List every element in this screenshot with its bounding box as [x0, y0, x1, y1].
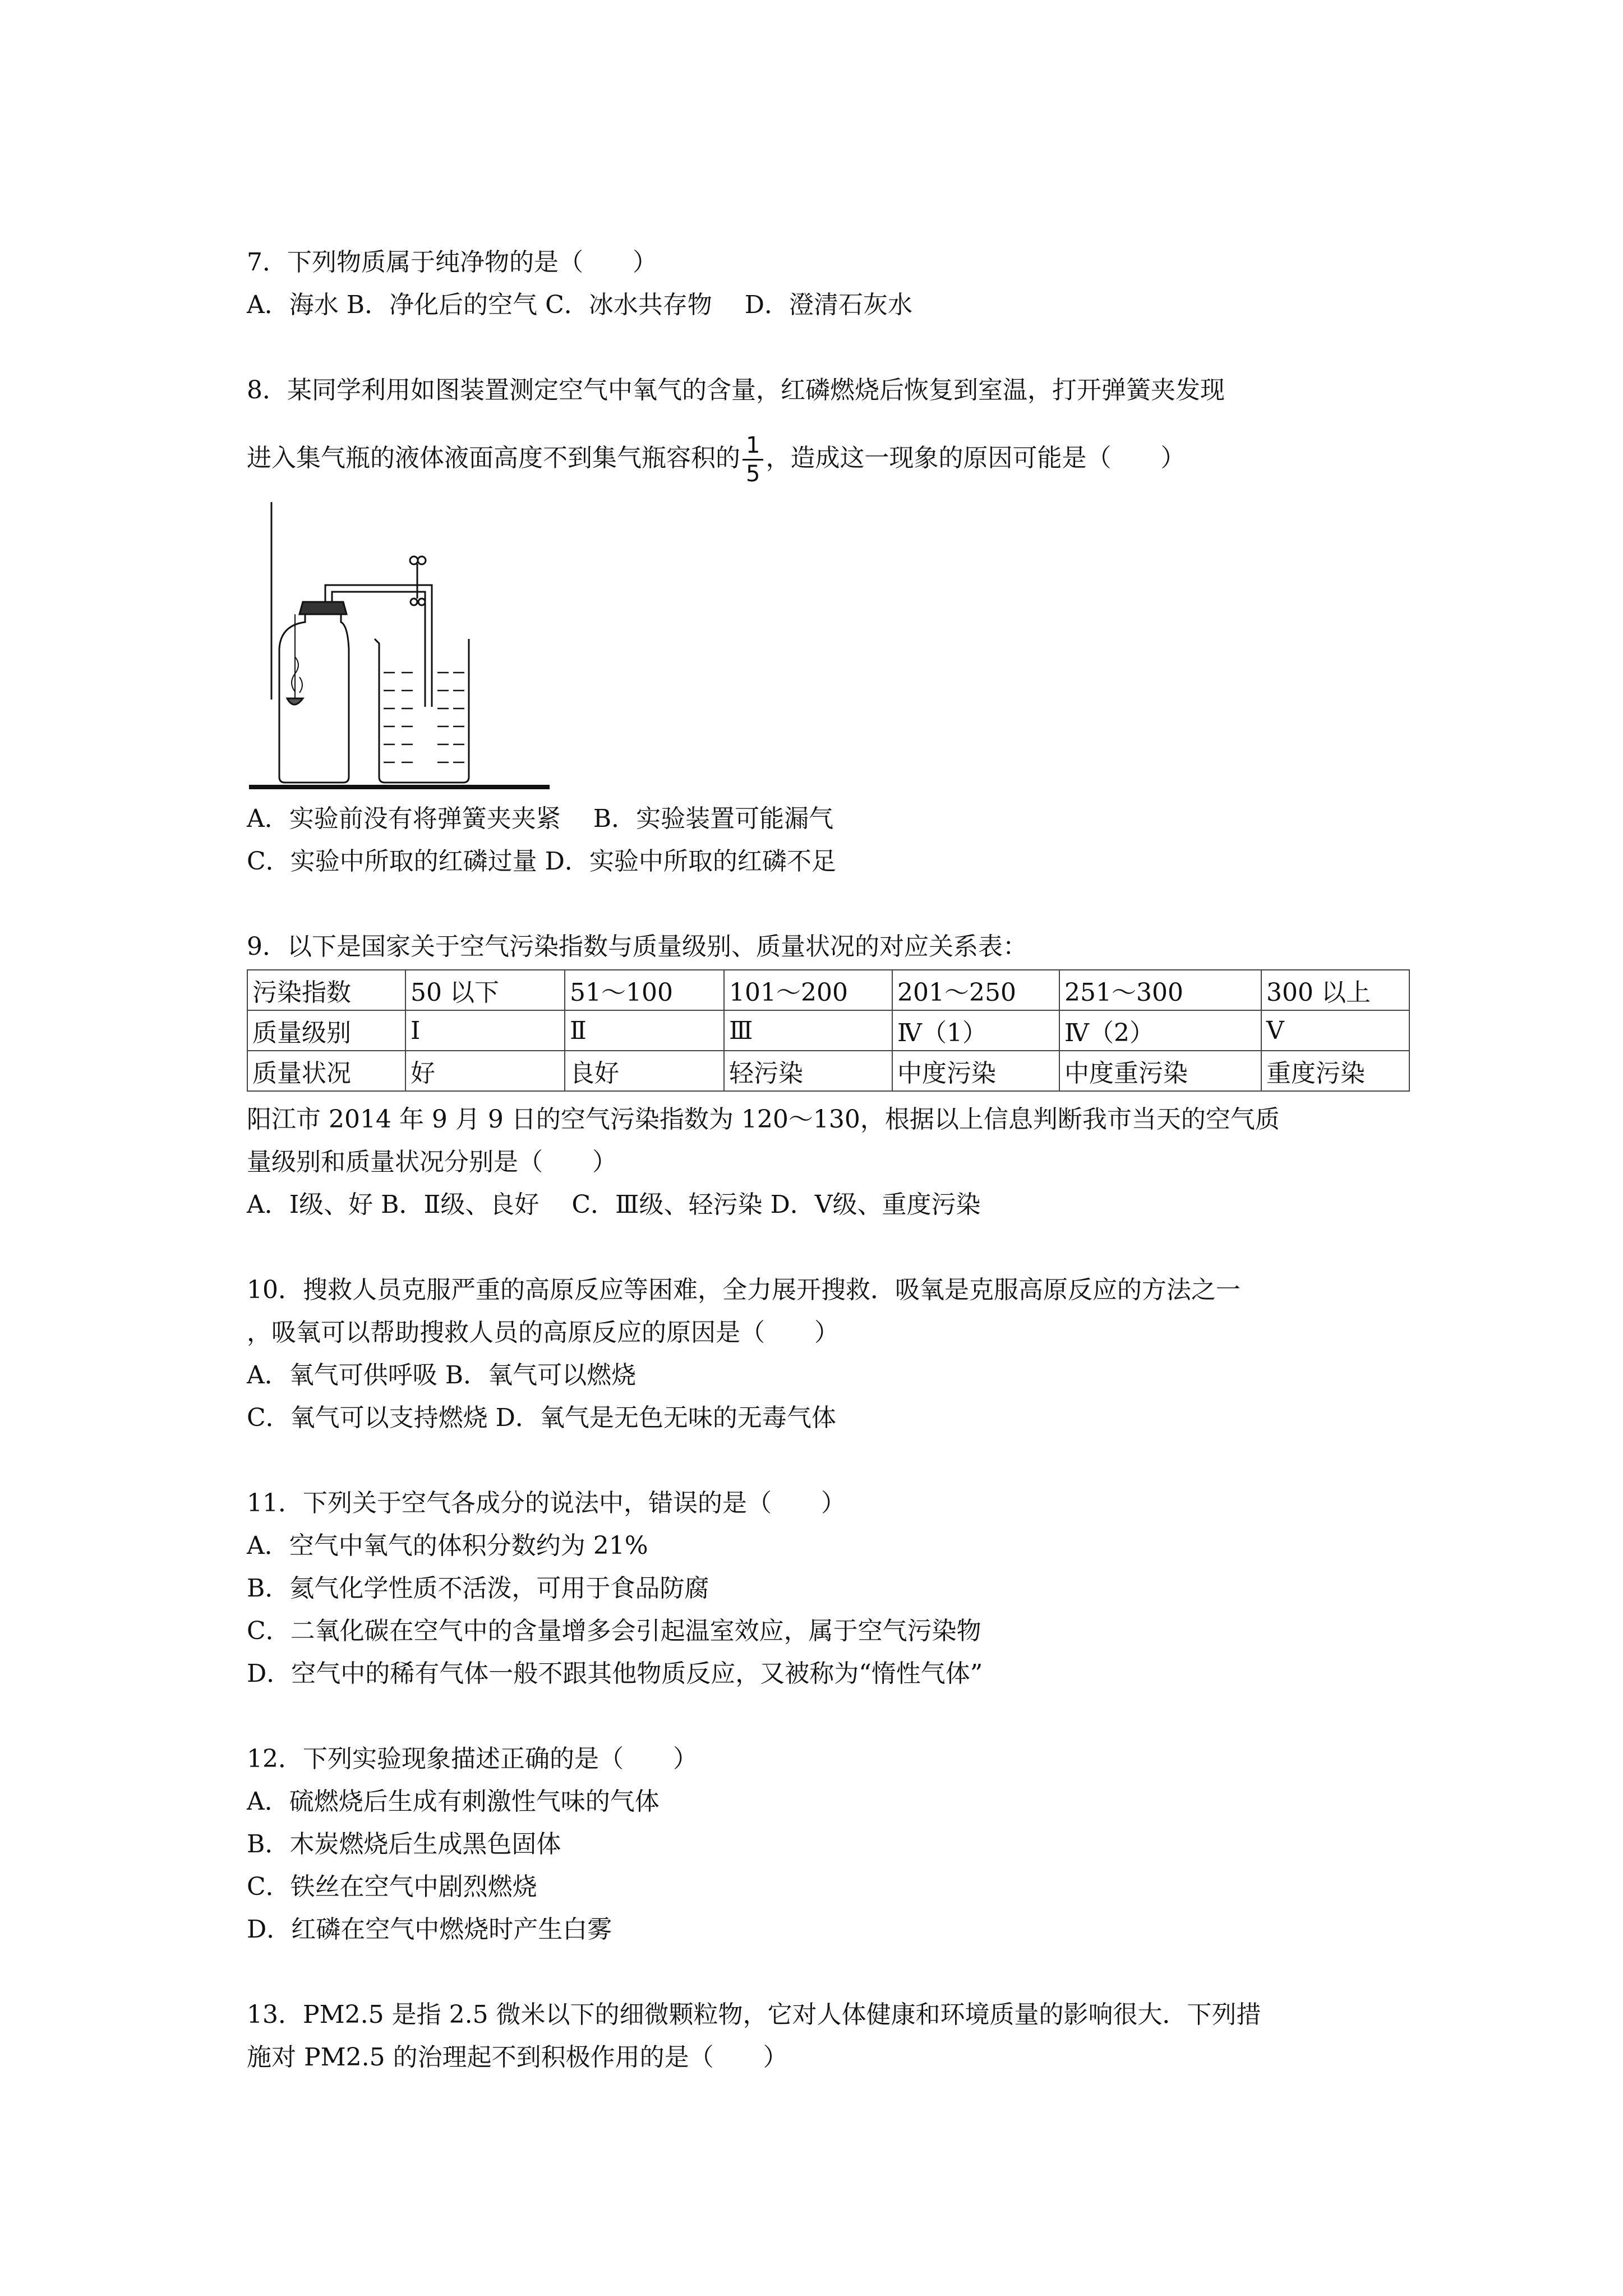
q12-stem: 12．下列实验现象描述正确的是（ ）	[247, 1745, 698, 1773]
air-quality-table	[247, 969, 1410, 1092]
q7-stem: 7．下列物质属于纯净物的是（ ）	[247, 248, 657, 277]
q9-after-line1: 阳江市 2014 年 9 月 9 日的空气污染指数为 120～130，根据以上信息判断我市当天的空气质	[247, 1105, 1280, 1134]
q12-option-c: C．铁丝在空气中剧烈燃烧	[247, 1872, 537, 1901]
table-cell: 中度污染	[892, 1051, 1059, 1091]
q11-option-c: C．二氧化碳在空气中的含量增多会引起温室效应，属于空气污染物	[247, 1617, 981, 1645]
q7-options: A．海水 B．净化后的空气 C．冰水共存物 D．澄清石灰水	[247, 291, 913, 319]
table-cell: 轻污染	[724, 1051, 892, 1091]
table-cell: 好	[405, 1051, 565, 1091]
water-in-beaker	[384, 673, 464, 762]
table-cell: 50 以下	[405, 970, 565, 1010]
table-cell: 中度重污染	[1059, 1051, 1261, 1091]
table-cell: 51～100	[565, 970, 724, 1010]
q8-stem-line1: 8．某同学利用如图装置测定空气中氧气的含量，红磷燃烧后恢复到室温，打开弹簧夹发现	[247, 376, 1225, 404]
table-cell: 201～250	[892, 970, 1059, 1010]
beaker	[375, 639, 469, 783]
q13-stem-line1: 13．PM2.5 是指 2.5 微米以下的细微颗粒物，它对人体健康和环境质量的影响很大．下列措	[247, 2000, 1261, 2029]
oxygen-experiment-apparatus-figure	[247, 502, 561, 794]
q11-stem: 11．下列关于空气各成分的说法中，错误的是（ ）	[247, 1489, 846, 1517]
table-cell: 质量级别	[247, 1010, 405, 1051]
q12-option-d: D．红磷在空气中燃烧时产生白雾	[247, 1915, 612, 1944]
q10-options-line1: A．氧气可供呼吸 B．氧气可以燃烧	[247, 1361, 637, 1389]
q11-option-a: A．空气中氧气的体积分数约为 21%	[247, 1531, 648, 1560]
combustion-spoon	[287, 698, 303, 705]
table-cell: Ⅲ	[724, 1010, 892, 1051]
table-cell: Ⅰ	[405, 1010, 565, 1051]
table-cell: Ⅳ（1）	[892, 1010, 1059, 1051]
q12-option-b: B．木炭燃烧后生成黑色固体	[247, 1830, 561, 1858]
table-cell: 良好	[565, 1051, 724, 1091]
rubber-stopper	[299, 602, 347, 614]
q8-options-line2: C．实验中所取的红磷过量 D．实验中所取的红磷不足	[247, 847, 836, 876]
table-cell: 300 以上	[1261, 970, 1409, 1010]
q13-stem-line2: 施对 PM2.5 的治理起不到积极作用的是（ ）	[247, 2043, 788, 2072]
one-fifth-fraction	[743, 432, 763, 487]
q8-stem-line2	[247, 432, 1185, 487]
q12-option-a: A．硫燃烧后生成有刺激性气味的气体	[247, 1787, 660, 1816]
q9-stem: 9．以下是国家关于空气污染指数与质量级别、质量状况的对应关系表：	[247, 932, 1027, 961]
q8-options-line1: A．实验前没有将弹簧夹夹紧 B．实验装置可能漏气	[247, 804, 834, 833]
fraction-denominator: 5	[746, 461, 760, 487]
table-row	[247, 970, 1409, 1010]
table-cell: 重度污染	[1261, 1051, 1409, 1091]
q9-options: A．Ⅰ级、好 B．Ⅱ级、良好 C．Ⅲ级、轻污染 D．Ⅴ级、重度污染	[247, 1190, 981, 1219]
fraction-numerator: 1	[743, 432, 763, 461]
table-cell: 101～200	[724, 970, 892, 1010]
table-cell: 251～300	[1059, 970, 1261, 1010]
q11-option-d: D．空气中的稀有气体一般不跟其他物质反应，又被称为“惰性气体”	[247, 1659, 983, 1688]
table-cell: 质量状况	[247, 1051, 405, 1091]
q8-stem-text-a: 进入集气瓶的液体液面高度不到集气瓶容积的	[247, 444, 740, 472]
q10-stem-line1: 10．搜救人员克服严重的高原反应等困难，全力展开搜救．吸氧是克服高原反应的方法之一	[247, 1276, 1241, 1304]
q9-after-line2: 量级别和质量状况分别是（ ）	[247, 1148, 617, 1176]
q11-option-b: B．氦气化学性质不活泼，可用于食品防腐	[247, 1574, 709, 1603]
q10-stem-line2: ，吸氧可以帮助搜救人员的高原反应的原因是（ ）	[247, 1318, 839, 1347]
table-cell: 污染指数	[247, 970, 405, 1010]
q8-stem-text-b: ，造成这一现象的原因可能是（ ）	[766, 444, 1186, 472]
table-cell: Ⅱ	[565, 1010, 724, 1051]
q10-options-line2: C．氧气可以支持燃烧 D．氧气是无色无味的无毒气体	[247, 1404, 836, 1432]
table-cell: Ⅳ（2）	[1059, 1010, 1261, 1051]
table-row	[247, 1051, 1409, 1091]
table-cell: Ⅴ	[1261, 1010, 1409, 1051]
table-row	[247, 1010, 1409, 1051]
spring-clamp	[410, 556, 426, 605]
